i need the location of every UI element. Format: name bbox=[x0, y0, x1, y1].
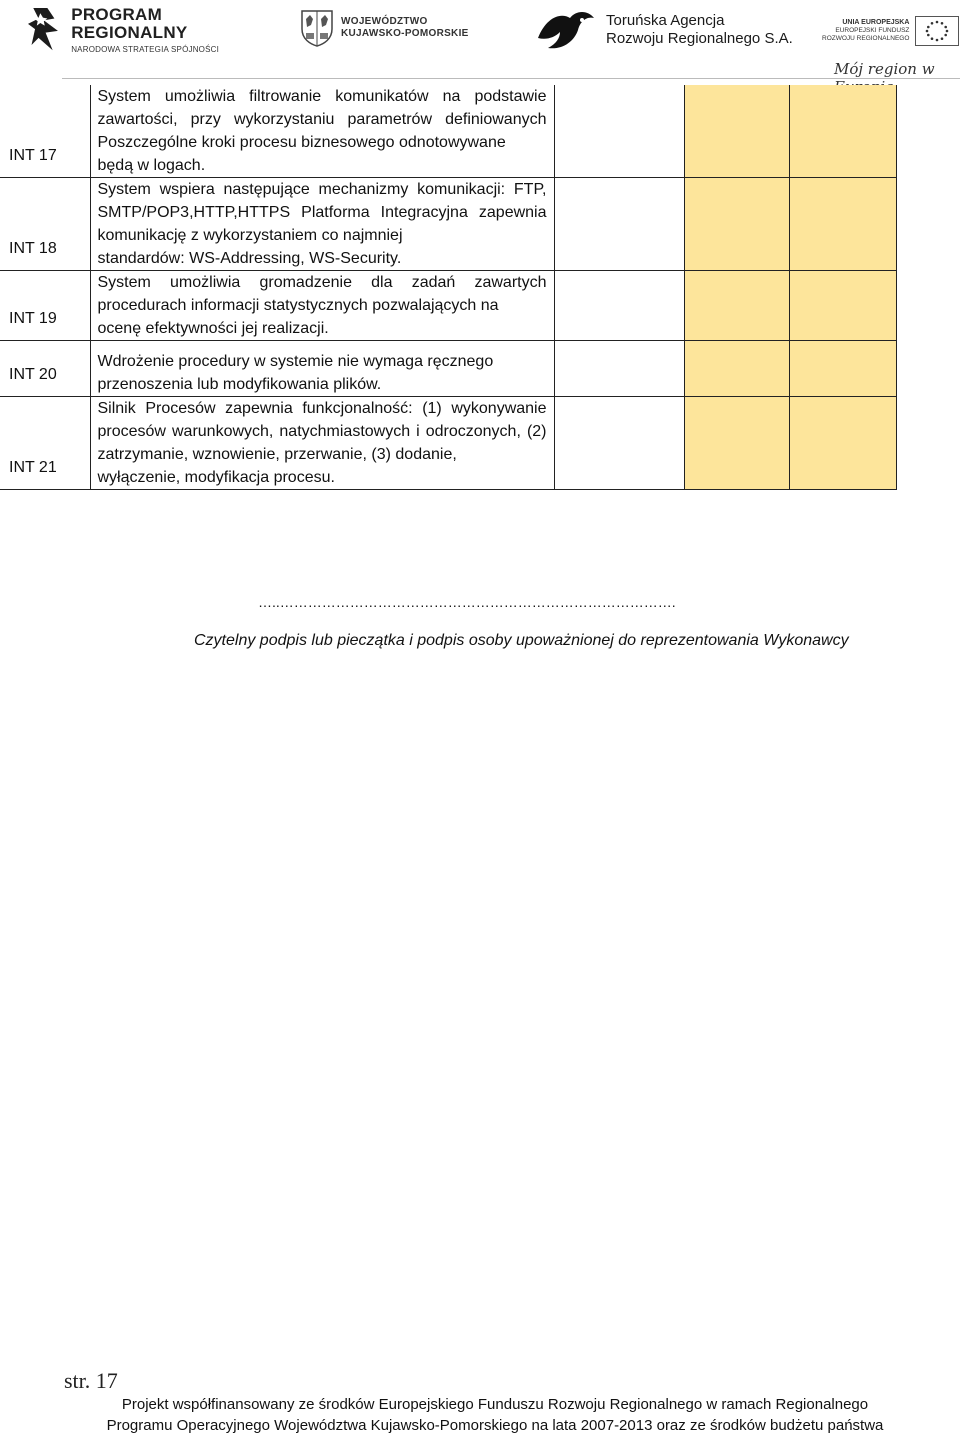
response-cell[interactable] bbox=[684, 341, 789, 397]
description-line: Poszczególne kroki procesu biznesowego odnotowywane bbox=[97, 134, 506, 151]
notes-cell[interactable] bbox=[789, 85, 896, 178]
requirement-id: INT 20 bbox=[0, 341, 90, 397]
description-line: procedurach informacji statystycznych pozwalających na bbox=[97, 297, 499, 314]
blank-cell bbox=[554, 271, 684, 341]
agency-logo-icon bbox=[536, 8, 598, 52]
description-line: zapewnia komunikację z wykorzystaniem co najmniej bbox=[97, 204, 547, 244]
notes-cell[interactable] bbox=[789, 271, 896, 341]
requirement-description bbox=[90, 178, 554, 271]
eu-line1: UNIA EUROPEJSKA bbox=[842, 19, 910, 26]
description-line: procesów warunkowych, natychmiastowych i odroczonych, bbox=[97, 423, 521, 440]
notes-cell[interactable] bbox=[789, 178, 896, 271]
response-cell[interactable] bbox=[684, 271, 789, 341]
requirements-table bbox=[0, 85, 897, 490]
description-line: FTP, SMTP/POP3,HTTP,HTTPS Platforma Integracyjna bbox=[97, 181, 547, 221]
description-line: ocenę efektywności jej realizacji. bbox=[97, 320, 329, 337]
blank-cell bbox=[554, 397, 684, 490]
requirement-description bbox=[90, 271, 554, 341]
eu-logo bbox=[822, 10, 959, 52]
voivodeship-logo bbox=[300, 8, 469, 48]
notes-cell[interactable] bbox=[789, 397, 896, 490]
footer-note bbox=[60, 1394, 930, 1435]
signature-caption: Czytelny podpis lub pieczątka i podpis osoby upoważnionej do reprezentowania Wykonawcy bbox=[194, 632, 849, 649]
agency-logo bbox=[536, 6, 793, 54]
requirement-description bbox=[90, 341, 554, 397]
requirement-id: INT 21 bbox=[0, 397, 90, 490]
program-subtitle: NARODOWA STRATEGIA SPÓJNOŚCI bbox=[71, 45, 220, 54]
footer-line2: Programu Operacyjnego Województwa Kujawsko-Pomorskiego na lata 2007-2013 oraz ze środków budżetu państwa bbox=[106, 1417, 884, 1434]
description-line: wyłączenie, modyfikacja procesu. bbox=[97, 469, 335, 486]
requirement-id: INT 18 bbox=[0, 178, 90, 271]
eu-line3: ROZWOJU REGIONALNEGO bbox=[822, 35, 910, 42]
description-line: Silnik Procesów zapewnia funkcjonalność: (1) wykonywanie bbox=[97, 400, 547, 417]
blank-cell bbox=[554, 341, 684, 397]
description-line: (2) zatrzymanie, wznowienie, przerwanie, (3) dodanie, bbox=[97, 423, 547, 463]
requirement-id: INT 17 bbox=[0, 85, 90, 178]
agency-line1: Toruńska Agencja bbox=[606, 12, 725, 29]
signature-line: …..…………………………………………………………………………. bbox=[258, 594, 676, 610]
program-regionalny-logo bbox=[28, 2, 258, 58]
description-line: System umożliwia gromadzenie dla zadań zawartych bbox=[97, 274, 547, 291]
description-line: standardów: WS-Addressing, WS-Security. bbox=[97, 250, 402, 267]
blank-cell bbox=[554, 178, 684, 271]
description-line: System wspiera następujące mechanizmy komunikacji: bbox=[97, 181, 506, 198]
regional-motto: Mój region w bbox=[834, 60, 935, 78]
description-line: przenoszenia lub modyfikowania plików. bbox=[97, 376, 382, 393]
requirement-description bbox=[90, 85, 554, 178]
requirement-id: INT 19 bbox=[0, 271, 90, 341]
agency-line2: Rozwoju Regionalnego S.A. bbox=[606, 30, 793, 47]
footer-line1: Projekt współfinansowany ze środków Europejskiego Funduszu Rozwoju Regionalnego w ramach Regionalnego bbox=[121, 1396, 869, 1413]
voivodeship-crest-icon bbox=[300, 9, 334, 47]
table-row bbox=[0, 85, 896, 178]
eu-line2: EUROPEJSKI FUNDUSZ bbox=[835, 27, 910, 34]
description-line: zawartości, przy wykorzystaniu parametrów definiowanych bbox=[97, 111, 547, 128]
description-line: System umożliwia filtrowanie komunikatów na podstawie bbox=[97, 88, 547, 105]
table-row bbox=[0, 341, 896, 397]
page-number: str. 17 bbox=[64, 1368, 118, 1393]
notes-cell[interactable] bbox=[789, 341, 896, 397]
table-row bbox=[0, 178, 896, 271]
program-title: PROGRAM REGIONALNY bbox=[71, 5, 188, 42]
eu-flag-icon bbox=[915, 16, 959, 46]
table-row bbox=[0, 271, 896, 341]
response-cell[interactable] bbox=[684, 178, 789, 271]
program-regionalny-logo-icon bbox=[28, 3, 63, 57]
header-divider bbox=[62, 78, 960, 79]
response-cell[interactable] bbox=[684, 397, 789, 490]
description-line: będą w logach. bbox=[97, 157, 206, 174]
response-cell[interactable] bbox=[684, 85, 789, 178]
voivodeship-line2: KUJAWSKO-POMORSKIE bbox=[341, 28, 469, 39]
requirement-description bbox=[90, 397, 554, 490]
blank-cell bbox=[554, 85, 684, 178]
voivodeship-line1: WOJEWÓDZTWO bbox=[341, 16, 428, 27]
table-row bbox=[0, 397, 896, 490]
description-line: Wdrożenie procedury w systemie nie wymaga ręcznego bbox=[97, 353, 494, 370]
